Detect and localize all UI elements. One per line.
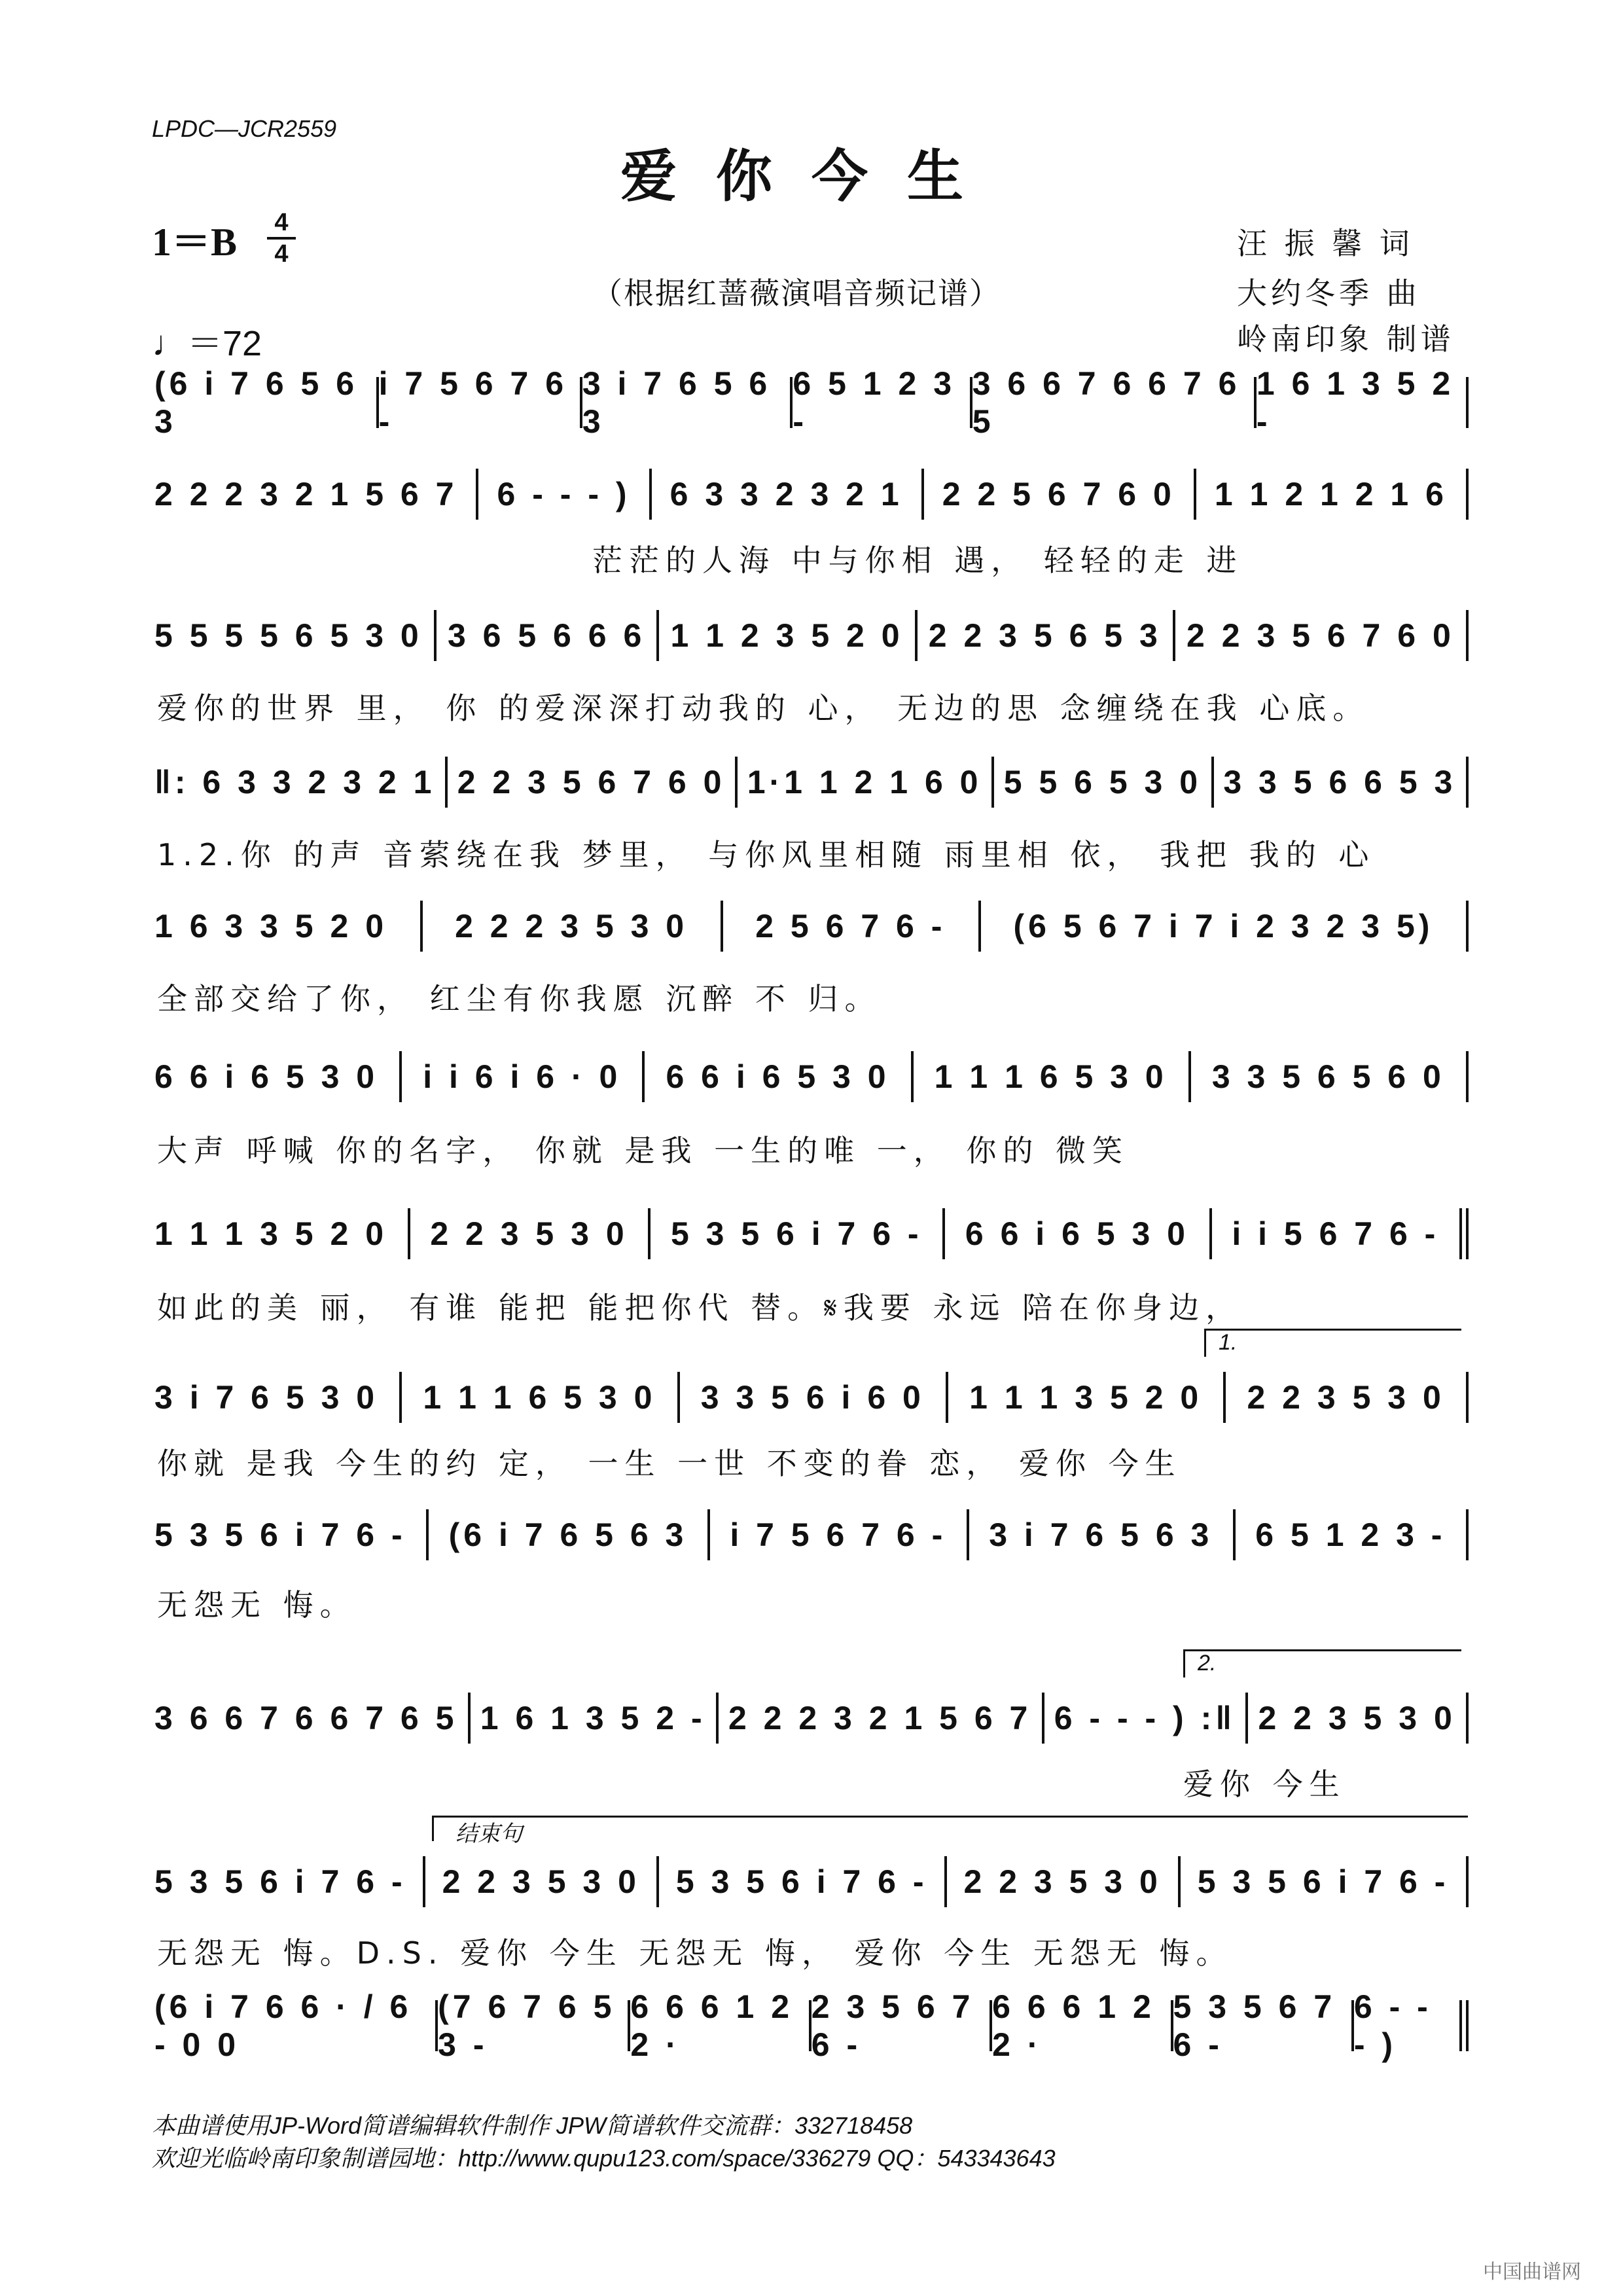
barline [1233, 1509, 1236, 1560]
barline [915, 610, 918, 661]
coda-bracket [432, 1816, 1468, 1841]
measure: 5 3 5 6 7 6 - [1173, 1988, 1336, 2063]
measure: 2 2 2 3 2 1 5 6 7 [154, 476, 458, 512]
barline [942, 1208, 945, 1259]
barline [1466, 1856, 1469, 1907]
composer-credit: 大约冬季 曲 [1237, 276, 1421, 311]
barline [423, 1856, 425, 1907]
score-line [154, 753, 1469, 812]
measure: 3 6 5 6 6 6 [447, 617, 646, 654]
barline [967, 1509, 969, 1560]
measure: 5 5 5 5 6 5 3 0 [154, 617, 423, 654]
barline [1459, 1208, 1469, 1259]
barline [1178, 1856, 1181, 1907]
barline [1466, 1509, 1469, 1560]
measure: 2 3 5 6 7 6 - [811, 1988, 974, 2063]
measure: 5 3 5 6 i 7 6 - [675, 1863, 928, 1900]
measure: i i 6 i 6 · 0 [423, 1058, 622, 1095]
barline [1466, 1372, 1469, 1423]
measure: 3 i 7 6 5 6 3 [989, 1516, 1213, 1553]
subtitle: （根据红蔷薇演唱音频记谱） [592, 276, 1001, 311]
barline [1459, 2000, 1469, 2051]
measure: 2 2 5 6 7 6 0 [942, 476, 1175, 512]
barline [677, 1372, 680, 1423]
barline [1223, 1372, 1226, 1423]
measure: ‖: 6 3 3 2 3 2 1 [154, 764, 436, 800]
score-line [154, 1988, 1469, 2063]
measure: i 7 5 6 7 6 - [730, 1516, 947, 1553]
score-line [154, 1204, 1469, 1263]
barline [1188, 1051, 1191, 1102]
measure: 6 6 i 6 5 3 0 [965, 1215, 1189, 1252]
measure: 3 3 5 6 6 5 3 [1223, 764, 1457, 800]
measure: 2 2 2 3 5 3 0 [455, 908, 688, 944]
lyrics-line: 1.2.你 的声 音萦绕在我 梦里， 与你风里相随 雨里相 依， 我把 我的 心 [157, 837, 1376, 872]
measure: i i 5 6 7 6 - [1232, 1215, 1440, 1252]
key-signature: 1＝B [152, 221, 238, 264]
meter-divider [267, 237, 296, 240]
barline [399, 1372, 402, 1423]
measure: 1 6 1 3 5 2 - [1256, 365, 1455, 440]
score-line [154, 897, 1469, 956]
measure: i 7 5 6 7 6 - [378, 365, 567, 440]
lyrics-line: 你就 是我 今生的约 定， 一生 一世 不变的眷 恋， 爱你 今生 [157, 1446, 1182, 1481]
measure: 6 - - - ) [1353, 1988, 1432, 2063]
barline [408, 1208, 410, 1259]
barline [1466, 610, 1469, 661]
volta-label: 2. [1198, 1651, 1217, 1676]
barline [978, 901, 981, 952]
barline [434, 610, 437, 661]
score-line [154, 1368, 1469, 1427]
measure: (7 6 7 6 5 3 - [438, 1988, 616, 2063]
lyrics-line: 爱你 今生 [1183, 1767, 1346, 1802]
measure: 6 3 3 2 3 2 1 [669, 476, 903, 512]
barline [1466, 469, 1469, 520]
measure: 3 6 6 7 6 6 7 6 5 [972, 365, 1241, 440]
barline [1042, 1693, 1044, 1744]
barline [707, 1509, 710, 1560]
lyrics-line: 无怨无 悔。 [157, 1587, 357, 1623]
barline [468, 1693, 471, 1744]
barline [1466, 377, 1469, 428]
barline [656, 1856, 659, 1907]
barline [649, 469, 652, 520]
measure: 2 5 6 7 6 - [755, 908, 946, 944]
lyrics-line: 茫茫的人海 中与你相 遇， 轻轻的走 进 [592, 543, 1243, 578]
volta-label: 1. [1219, 1330, 1238, 1355]
measure: 1 1 1 3 5 2 0 [154, 1215, 388, 1252]
tempo-marking: ♩＝72 [152, 324, 262, 363]
measure: 3 6 6 7 6 6 7 6 5 [154, 1700, 458, 1736]
measure: 2 2 3 5 6 7 6 0 [457, 764, 726, 800]
measure: 6 6 6 1 2 2 · [630, 1988, 793, 2063]
measure: 5 3 5 6 i 7 6 - [1197, 1863, 1450, 1900]
measure: 5 3 5 6 i 7 6 - [154, 1863, 406, 1900]
measure: 2 2 2 3 2 1 5 6 7 [728, 1700, 1032, 1736]
measure: 2 2 3 5 3 0 [442, 1863, 640, 1900]
barline [721, 901, 723, 952]
volta-bracket [1183, 1649, 1461, 1677]
barline [921, 469, 924, 520]
measure: 2 2 3 5 3 0 [1258, 1700, 1456, 1736]
measure: 6 6 6 1 2 2 · [992, 1988, 1155, 2063]
barline [944, 1856, 947, 1907]
barline [911, 1051, 914, 1102]
coda-label: 结束句 [455, 1821, 522, 1846]
measure: 2 2 3 5 6 7 6 0 [1186, 617, 1455, 654]
score-line [154, 606, 1469, 665]
measure: 1 1 1 6 5 3 0 [934, 1058, 1168, 1095]
barline [399, 1051, 402, 1102]
lyricist-credit: 汪 振 馨 词 [1237, 226, 1414, 261]
measure: 3 3 5 6 i 6 0 [700, 1379, 925, 1416]
barline [1245, 1693, 1248, 1744]
measure: 3 i 7 6 5 3 0 [154, 1379, 379, 1416]
volta-bracket [1204, 1329, 1461, 1357]
measure: 1 1 2 3 5 2 0 [670, 617, 904, 654]
score-line [154, 1852, 1469, 1911]
arranger-credit: 岭南印象 制谱 [1237, 321, 1455, 357]
barline [735, 757, 738, 808]
score-line [154, 1689, 1469, 1748]
measure: 2 2 3 5 3 0 [1247, 1379, 1445, 1416]
time-signature [267, 209, 296, 267]
measure: 5 3 5 6 i 7 6 - [154, 1516, 406, 1553]
barline [991, 757, 994, 808]
meter-bottom: 4 [274, 240, 289, 268]
barline [946, 1372, 948, 1423]
page-title: 爱你今生 [620, 143, 1003, 209]
measure: 2 2 3 5 3 0 [963, 1863, 1162, 1900]
barline [1466, 1051, 1469, 1102]
score-line [154, 1505, 1469, 1564]
footer-line-2: 欢迎光临岭南印象制谱园地：http://www.qupu123.com/space/336279 QQ：543343643 [152, 2145, 1056, 2172]
meter-top: 4 [274, 209, 289, 236]
barline [476, 469, 478, 520]
score-line [154, 365, 1469, 440]
measure: 1 1 2 1 2 1 6 [1214, 476, 1448, 512]
barline [426, 1509, 429, 1560]
lyrics-line: 大声 呼喊 你的名字， 你就 是我 一生的唯 一， 你的 微笑 [157, 1133, 1129, 1168]
measure: 2 2 3 5 3 0 [430, 1215, 628, 1252]
measure: 6 - - - ) [497, 476, 631, 512]
score-line [154, 465, 1469, 524]
barline [656, 610, 659, 661]
barline [1173, 610, 1175, 661]
lyrics-line: 全部交给了你， 红尘有你我愿 沉醉 不 归。 [157, 981, 882, 1016]
measure: 6 6 i 6 5 3 0 [154, 1058, 379, 1095]
measure: (6 i 7 6 5 6 3 [154, 365, 359, 440]
measure: (6 i 7 6 5 6 3 [448, 1516, 688, 1553]
measure: 1·1 1 2 1 6 0 [747, 764, 982, 800]
barline [1466, 757, 1469, 808]
score-line [154, 1047, 1469, 1106]
score-code: LPDC—JCR2559 [152, 115, 337, 142]
barline [642, 1051, 645, 1102]
lyrics-line: 如此的美 丽， 有谁 能把 能把你代 替。𝄋我要 永远 陪在你身边， [157, 1290, 1243, 1325]
measure: 5 5 6 5 3 0 [1003, 764, 1202, 800]
measure: 1 1 1 3 5 2 0 [969, 1379, 1203, 1416]
measure: 6 5 1 2 3 - [793, 365, 956, 440]
barline [1211, 757, 1214, 808]
measure: 6 6 i 6 5 3 0 [666, 1058, 890, 1095]
lyrics-line: 无怨无 悔。D.S. 爱你 今生 无怨无 悔， 爱你 今生 无怨无 悔。 [157, 1935, 1233, 1971]
measure: 1 6 1 3 5 2 - [480, 1700, 706, 1736]
measure: (6 5 6 7 i 7 i 2 3 2 3 5) [1013, 908, 1434, 944]
lyrics-line: 爱你的世界 里， 你 的爱深深打动我的 心， 无边的思 念缠绕在我 心底。 [157, 691, 1370, 726]
measure: 2 2 3 5 6 5 3 [928, 617, 1162, 654]
barline [1209, 1208, 1212, 1259]
measure: 3 i 7 6 5 6 3 [582, 365, 772, 440]
barline [420, 901, 423, 952]
barline [1194, 469, 1196, 520]
measure: 6 - - - ) :‖ [1054, 1700, 1236, 1736]
barline [1466, 901, 1469, 952]
measure: 6 5 1 2 3 - [1255, 1516, 1446, 1553]
barline [445, 757, 448, 808]
watermark-logo: 中国曲谱网 [1483, 2261, 1581, 2284]
barline [716, 1693, 719, 1744]
measure: 1 6 3 3 5 2 0 [154, 908, 388, 944]
measure: 5 3 5 6 i 7 6 - [670, 1215, 923, 1252]
footer-line-1: 本曲谱使用JP-Word简谱编辑软件制作 JPW简谱软件交流群：332718458 [152, 2112, 913, 2139]
barline [1466, 1693, 1469, 1744]
measure: 3 3 5 6 5 6 0 [1211, 1058, 1445, 1095]
barline [648, 1208, 651, 1259]
measure: 1 1 1 6 5 3 0 [423, 1379, 656, 1416]
measure: (6 i 7 6 6 · / 6 - 0 0 [154, 1988, 412, 2063]
